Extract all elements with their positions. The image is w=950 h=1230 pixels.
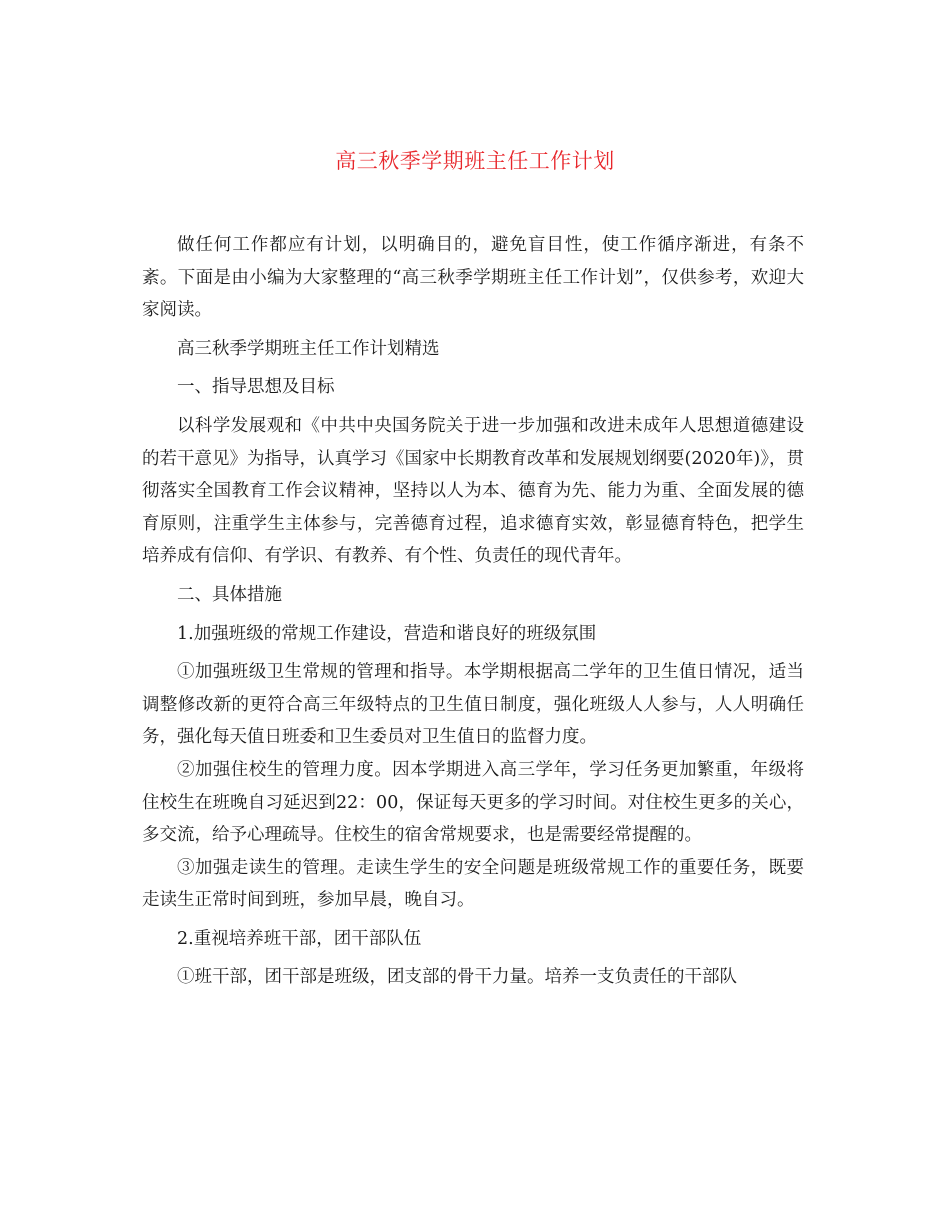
body-paragraph: ①班干部，团干部是班级，团支部的骨干力量。培养一支负责任的干部队 bbox=[177, 967, 737, 988]
body-paragraph: 以科学发展观和《中共中央国务院关于进一步加强和改进未成年人思想道德建设的若干意见》为指导，认真学习《国家中长期教育改革和发展规划纲要(2020年)》，贯彻落实全国教育工作会议精神，坚持以人为本、德育为先、能力为重、全面发展的德育原则，注重学生主体参与，完善德育过程，追求德育实效，彰显德育特色，把学生培养成有信仰、有学识、有教养、有个性、负责任的现代青年。 bbox=[142, 415, 804, 567]
body-paragraph: ②加强住校生的管理力度。因本学期进入高三学年，学习任务更加繁重，年级将住校生在班晚自习延迟到22：00，保证每天更多的学习时间。对住校生更多的关心，多交流，给予心理疏导。住校生的宿舍常规要求，也是需要经常提醒的。 bbox=[142, 759, 804, 846]
body-paragraph: ③加强走读生的管理。走读生学生的安全问题是班级常规工作的重要任务，既要走读生正常时间到班，参加早晨，晚自习。 bbox=[142, 857, 804, 911]
document-title: 高三秋季学期班主任工作计划 bbox=[335, 149, 615, 173]
section-heading: 一、指导思想及目标 bbox=[177, 377, 335, 398]
document-body bbox=[142, 229, 804, 994]
section-heading: 高三秋季学期班主任工作计划精选 bbox=[177, 338, 440, 359]
body-paragraph: ①加强班级卫生常规的管理和指导。本学期根据高二学年的卫生值日情况，适当调整修改新的更符合高三年级特点的卫生值日制度，强化班级人人参与，人人明确任务，强化每天值日班委和卫生委员对卫生值日的监督力度。 bbox=[142, 662, 804, 748]
section-heading: 二、具体措施 bbox=[177, 584, 282, 605]
intro-paragraph: 做任何工作都应有计划，以明确目的，避免盲目性，使工作循序渐进，有条不紊。下面是由小编为大家整理的“高三秋季学期班主任工作计划”，仅供参考，欢迎大家阅读。 bbox=[142, 235, 804, 321]
subsection-heading: 2.重视培养班干部，团干部队伍 bbox=[177, 928, 422, 949]
subsection-heading: 1.加强班级的常规工作建设，营造和谐良好的班级氛围 bbox=[177, 623, 597, 644]
